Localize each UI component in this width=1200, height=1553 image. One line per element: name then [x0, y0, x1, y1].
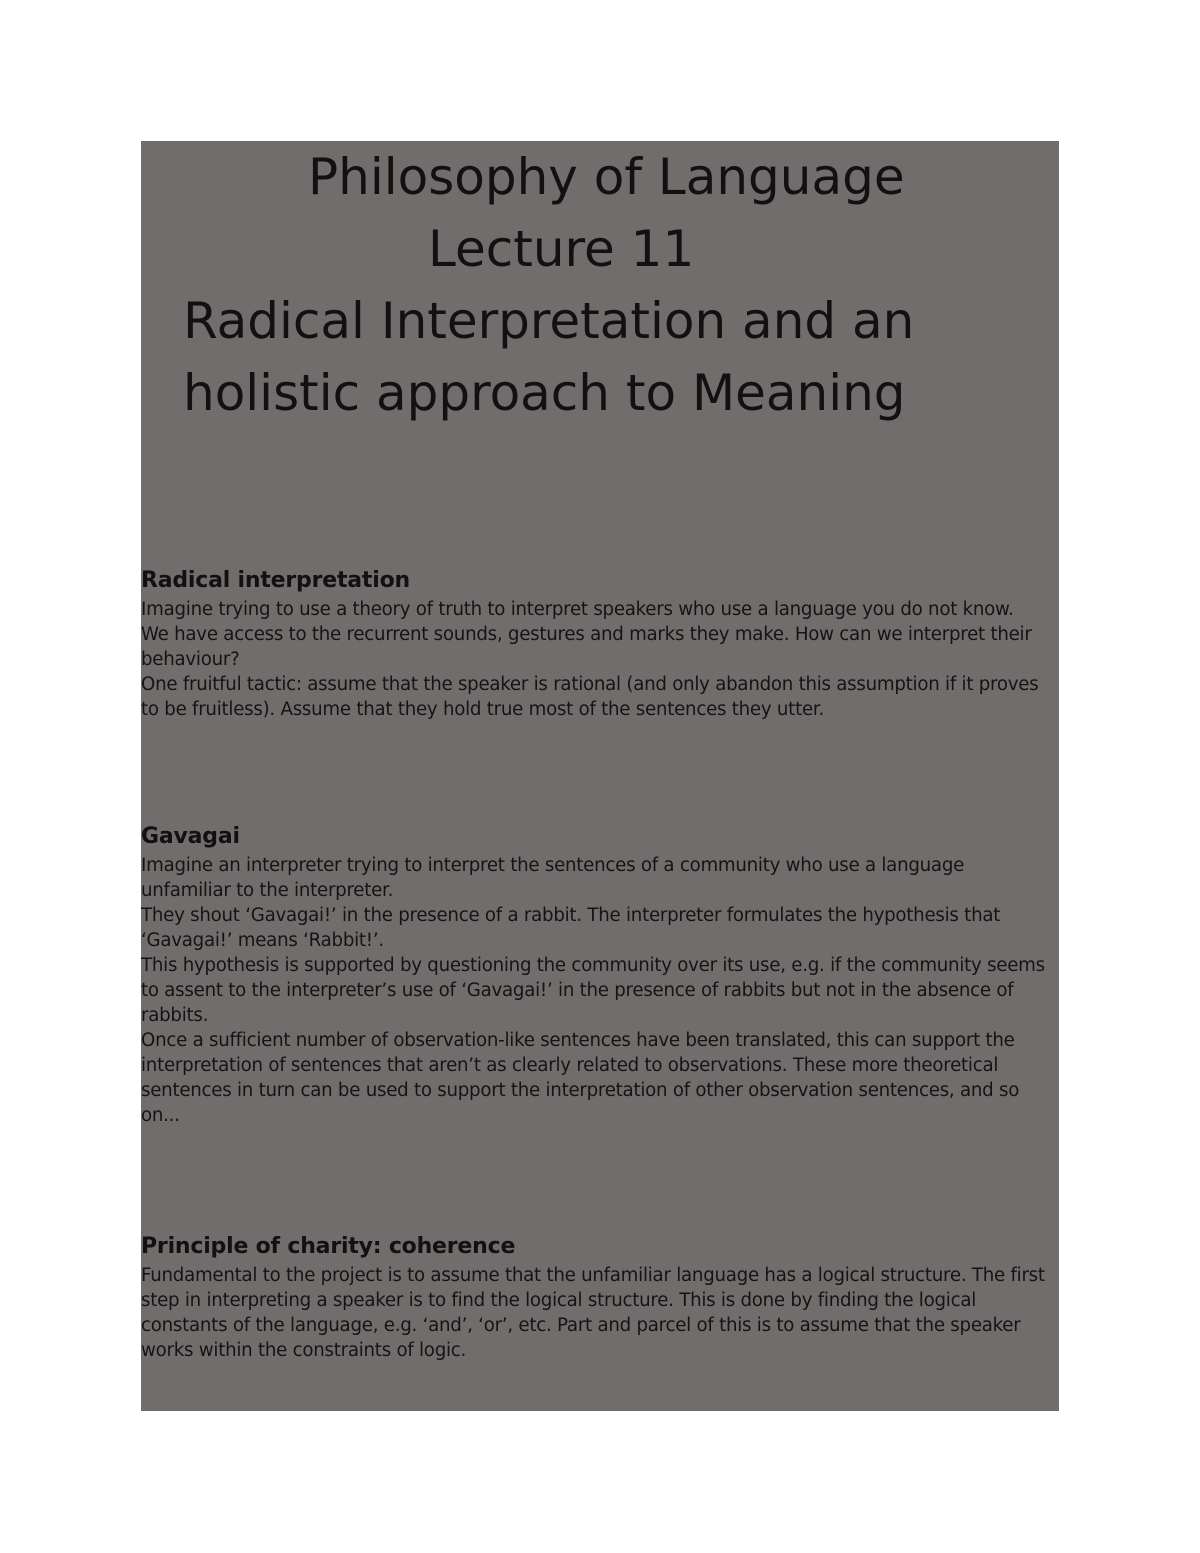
section-radical-interpretation	[141, 565, 1059, 722]
paragraph: We have access to the recurrent sounds, gestures and marks they make. How can we interpret their behaviour?	[141, 624, 1032, 670]
title-line-4: holistic approach to Meaning	[183, 364, 906, 422]
section-principle-of-charity	[141, 1231, 1059, 1363]
paragraph: Imagine trying to use a theory of truth to interpret speakers who use a language you do not know.	[141, 599, 1014, 620]
slide-panel	[141, 141, 1059, 1411]
title-line-1: Philosophy of Language	[308, 148, 905, 206]
paragraph: Fundamental to the project is to assume that the unfamiliar language has a logical structure. The first step in interpreting a speaker is to find the logical structure. This is done by finding the logical constants of the language, e.g. ‘and’, ‘or’, etc. Part and parcel of this is to assume that the speaker works within the constraints of logic.	[141, 1265, 1045, 1361]
paragraph: Once a sufficient number of observation-like sentences have been translated, this can support the interpretation of sentences that aren’t as clearly related to observations. These more theoretical sentences in turn can be used to support the interpretation of other observation sentences, and so on...	[141, 1030, 1020, 1126]
paragraph: Imagine an interpreter trying to interpret the sentences of a community who use a language unfamiliar to the interpreter.	[141, 855, 965, 901]
paragraph: They shout ‘Gavagai!’ in the presence of a rabbit. The interpreter formulates the hypothesis that ‘Gavagai!’ means ‘Rabbit!’.	[141, 905, 1001, 951]
title-line-3: Radical Interpretation and an	[183, 292, 915, 350]
section-heading: Principle of charity: coherence	[141, 1234, 516, 1259]
section-gavagai	[141, 821, 1059, 1128]
section-heading: Gavagai	[141, 824, 240, 849]
title-line-2: Lecture 11	[428, 220, 695, 278]
section-heading: Radical interpretation	[141, 568, 410, 593]
paragraph: One fruitful tactic: assume that the speaker is rational (and only abandon this assumption if it proves to be fruitless). Assume that they hold true most of the sentences they utter.	[141, 674, 1039, 720]
paragraph: This hypothesis is supported by questioning the community over its use, e.g. if the community seems to assent to the interpreter’s use of ‘Gavagai!’ in the presence of rabbits but not in the absence of rabbits.	[141, 955, 1045, 1026]
